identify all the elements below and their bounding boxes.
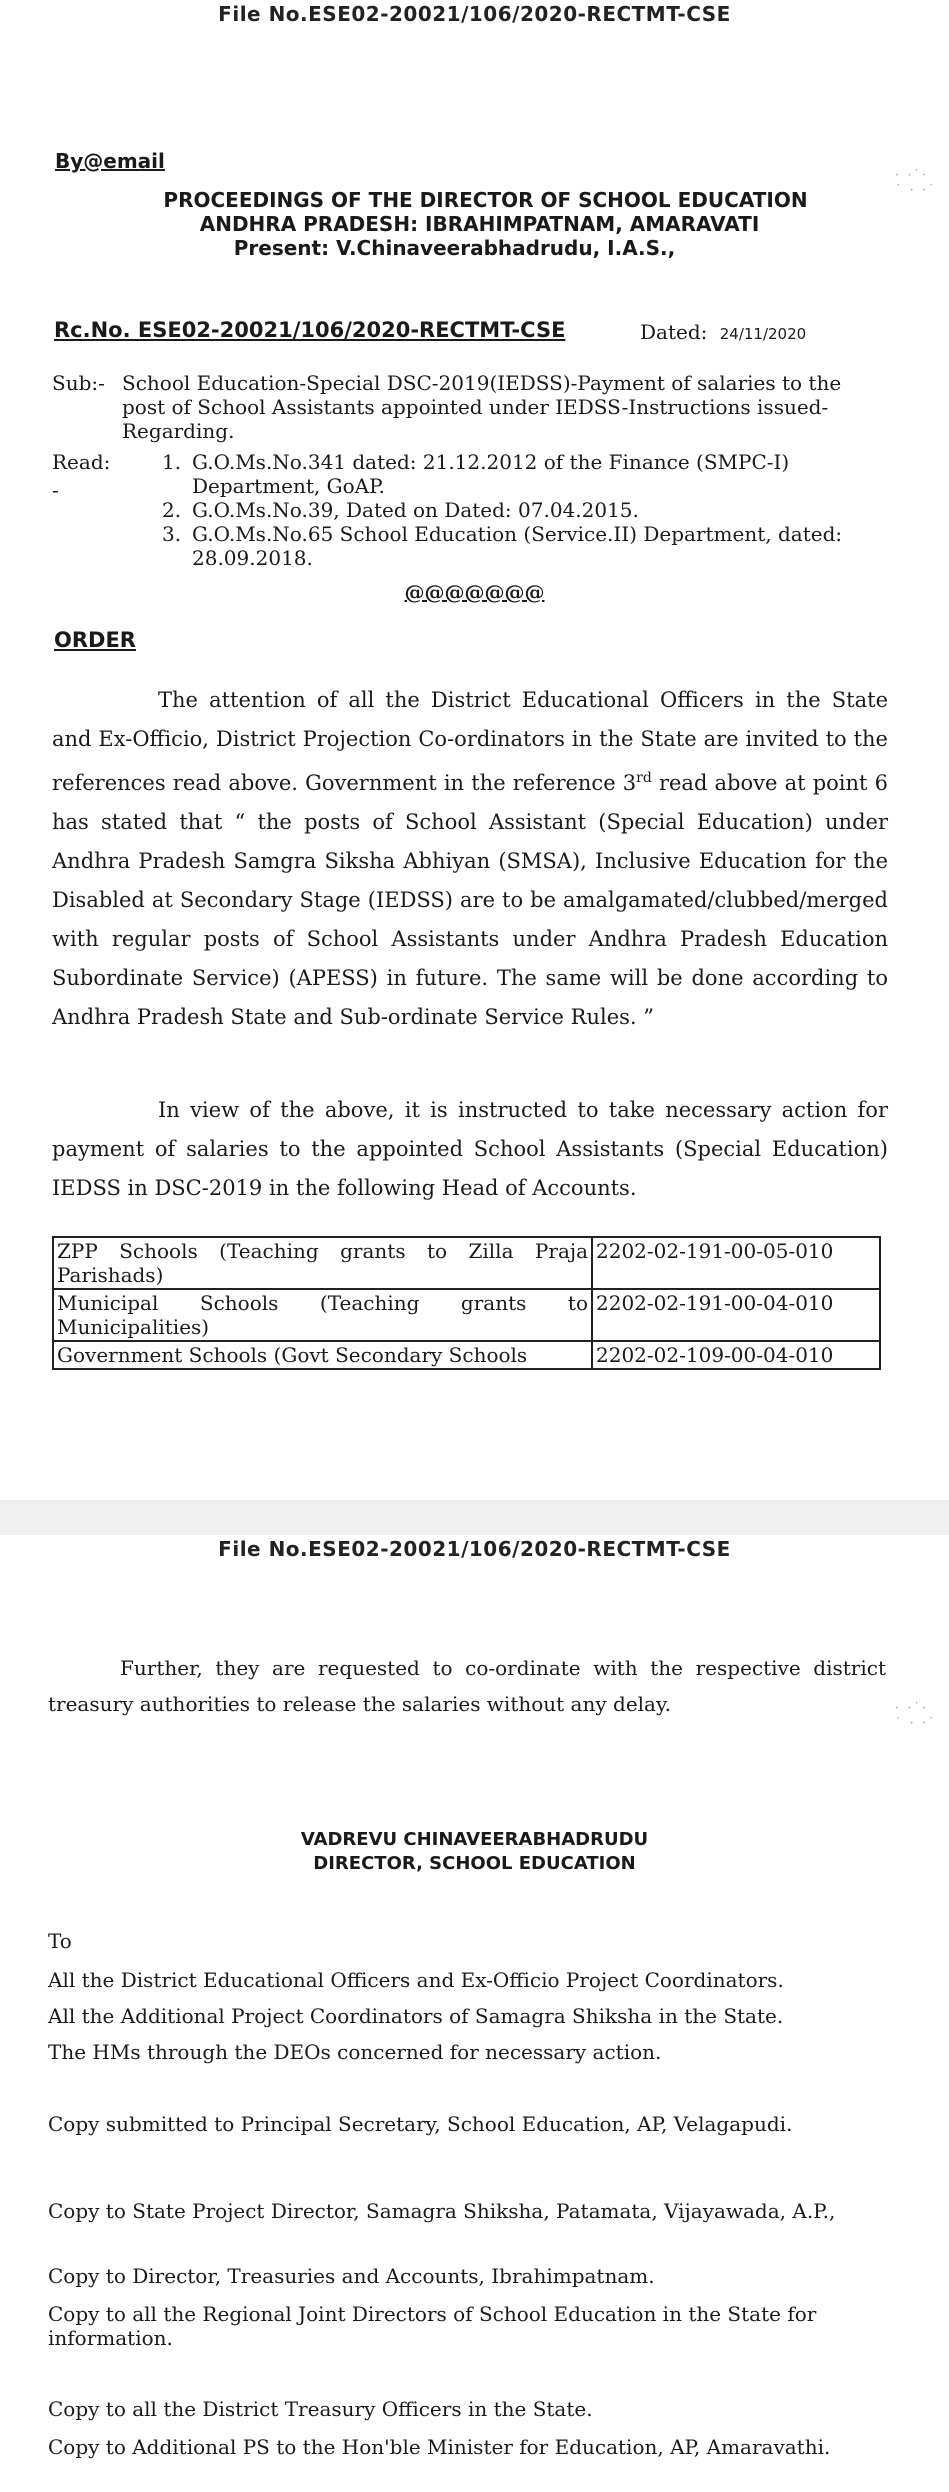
account-description: ZPP Schools (Teaching grants to Zilla Praja Parishads)	[53, 1237, 592, 1289]
para1-text-before: The attention of all the District Educational Officers in the State and Ex-Officio, District Projection Co-ordinators in the State are invited to the references read above. Government in the reference 3	[52, 688, 888, 795]
recipient-line: All the District Educational Officers and Ex-Officio Project Coordinators.	[48, 1968, 784, 1992]
reference-item	[162, 522, 882, 570]
reference-text: G.O.Ms.No.65 School Education (Service.II) Department, dated: 28.09.2018.	[192, 522, 843, 570]
heading-line-3: Present: V.Chinaveerabhadrudu, I.A.S.,	[233, 236, 676, 260]
reference-number: 2.	[162, 498, 182, 522]
reference-item	[162, 450, 882, 498]
account-head: 2202-02-191-00-04-010	[592, 1289, 880, 1341]
table-row	[53, 1341, 880, 1369]
copy-submitted: Copy submitted to Principal Secretary, School Education, AP, Velagapudi.	[48, 2112, 793, 2136]
reference-number: 3.	[162, 522, 182, 546]
copy-state-project-director: Copy to State Project Director, Samagra Shiksha, Patamata, Vijayawada, A.P.,	[48, 2199, 836, 2223]
heading-line-1: PROCEEDINGS OF THE DIRECTOR OF SCHOOL EDUCATION	[163, 188, 808, 212]
table-row	[53, 1237, 880, 1289]
file-number-header: File No.ESE02-20021/106/2020-RECTMT-CSE	[218, 1537, 731, 1561]
page-gap	[0, 1500, 949, 1535]
account-head: 2202-02-191-00-05-010	[592, 1237, 880, 1289]
separator-mark: @@@@@@@	[404, 580, 545, 604]
reference-text: G.O.Ms.No.341 dated: 21.12.2012 of the Finance (SMPC-I) Department, GoAP.	[192, 450, 790, 498]
to-label: To	[48, 1929, 72, 1953]
subject-label: Sub:-	[52, 371, 105, 395]
signatory-name: VADREVU CHINAVEERABHADRUDU	[300, 1829, 649, 1850]
corner-mark: · ·˙· ˙ · ·˙	[895, 1701, 937, 1731]
para1-superscript: rd	[636, 770, 652, 786]
subject-text: School Education-Special DSC-2019(IEDSS)-Payment of salaries to the post of School Assistants appointed under IEDSS-Instructions issued-Regarding.	[122, 371, 842, 443]
heading-line-2: ANDHRA PRADESH: IBRAHIMPATNAM, AMARAVATI	[199, 212, 760, 236]
copy-additional-ps: Copy to Additional PS to the Hon'ble Minister for Education, AP, Amaravathi.	[48, 2435, 831, 2459]
references-list	[162, 450, 882, 570]
page-2	[0, 1535, 949, 2492]
reference-item	[162, 498, 882, 522]
dated-label: Dated:	[640, 320, 708, 344]
read-dash: -	[52, 478, 59, 502]
by-email-label: By@email	[55, 149, 165, 173]
copy-regional-joint-directors: Copy to all the Regional Joint Directors of School Education in the State for information.	[48, 2302, 817, 2350]
order-label: ORDER	[54, 628, 136, 652]
order-paragraph-1	[52, 681, 888, 1037]
order-paragraph-2: In view of the above, it is instructed to take necessary action for payment of salaries to the appointed School Assistants (Special Education) IEDSS in DSC-2019 in the following Head of Accounts.	[52, 1098, 888, 1200]
copy-district-treasury: Copy to all the District Treasury Officers in the State.	[48, 2397, 593, 2421]
proceedings-heading	[0, 188, 949, 260]
account-description: Government Schools (Govt Secondary Schools	[53, 1341, 592, 1369]
dated-value: 24/11/2020	[719, 325, 807, 343]
read-label: Read:	[52, 450, 111, 474]
reference-text: G.O.Ms.No.39, Dated on Dated: 07.04.2015.	[192, 498, 639, 522]
reference-number: 1.	[162, 450, 182, 474]
recipient-line: The HMs through the DEOs concerned for necessary action.	[48, 2040, 662, 2064]
rc-number: Rc.No. ESE02-20021/106/2020-RECTMT-CSE	[54, 318, 566, 342]
corner-mark: · ·˙· ˙ · ·˙	[895, 168, 937, 198]
copy-director-treasuries: Copy to Director, Treasuries and Accounts, Ibrahimpatnam.	[48, 2264, 655, 2288]
account-head: 2202-02-109-00-04-010	[592, 1341, 880, 1369]
recipient-line: All the Additional Project Coordinators of Samagra Shiksha in the State.	[48, 2004, 784, 2028]
recipients-list	[48, 1962, 784, 2070]
account-description: Municipal Schools (Teaching grants to Municipalities)	[53, 1289, 592, 1341]
para1-text-after: read above at point 6 has stated that “ the posts of School Assistant (Special Education) under Andhra Pradesh Samgra Siksha Abhiyan (SMSA), Inclusive Education for the Disabled at Secondary Stage (IEDSS) are to be amalgamated/clubbed/merged with regular posts of School Assistants under Andhra Pradesh Education Subordinate Service) (APESS) in future. The same will be done according to Andhra Pradesh State and Sub-ordinate Service Rules. ”	[52, 771, 888, 1029]
signatory-block	[0, 1828, 949, 1876]
signatory-title: DIRECTOR, SCHOOL EDUCATION	[313, 1853, 636, 1874]
head-of-accounts-table	[52, 1236, 881, 1370]
further-paragraph: Further, they are requested to co-ordinate with the respective district treasury authorities to release the salaries without any delay.	[48, 1656, 886, 1716]
file-number-header: File No.ESE02-20021/106/2020-RECTMT-CSE	[218, 2, 731, 26]
table-row	[53, 1289, 880, 1341]
dated-block	[640, 320, 806, 344]
